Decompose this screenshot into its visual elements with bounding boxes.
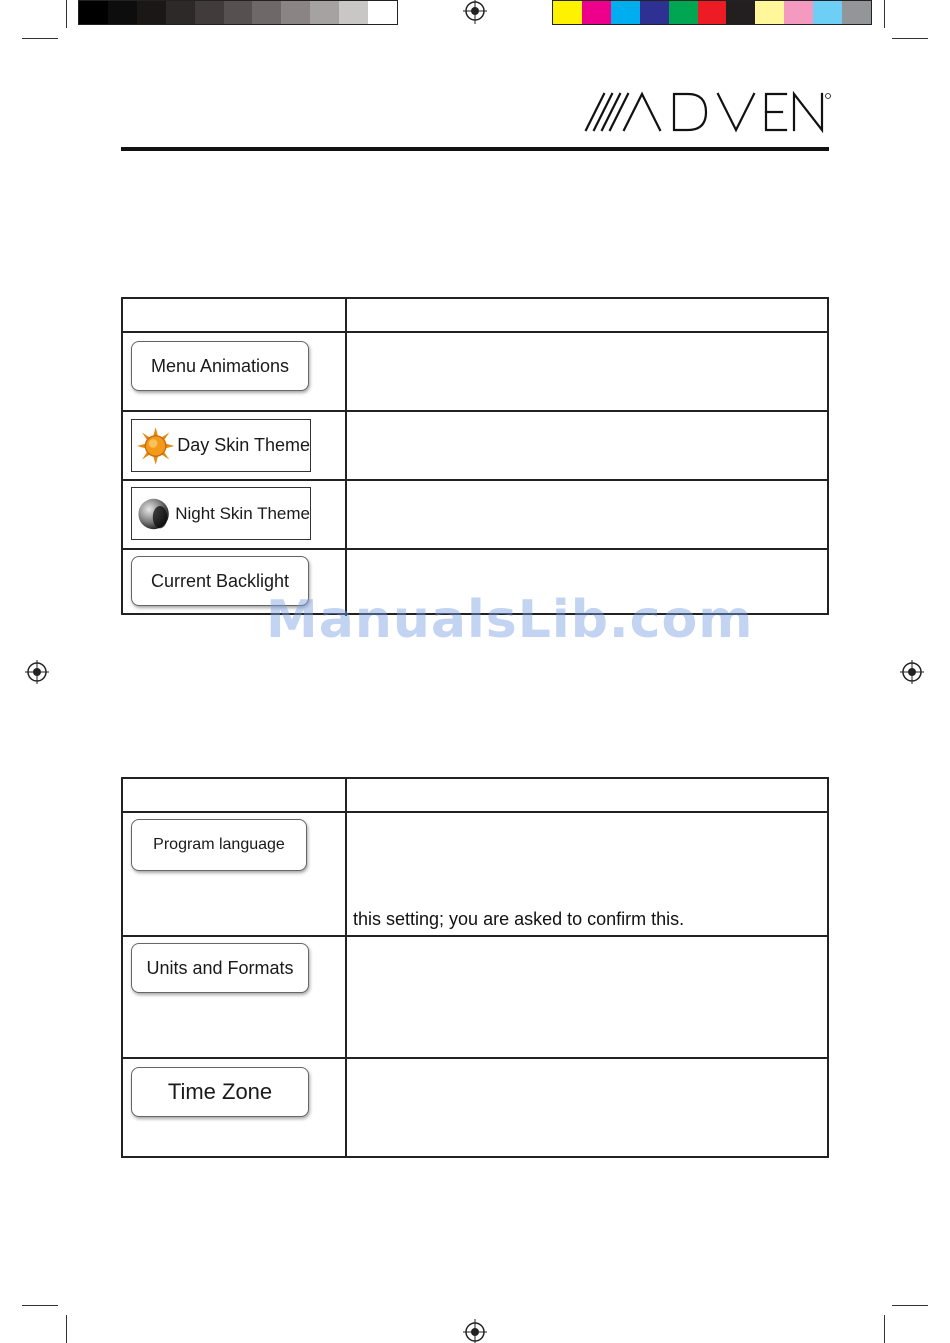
grayscale-swatch (281, 1, 310, 24)
row-description: this setting; you are asked to confirm this. (353, 909, 685, 929)
table-header-row (123, 299, 827, 331)
process-color-bar (552, 0, 872, 25)
units-and-formats-button[interactable] (131, 943, 309, 993)
sun-icon (136, 423, 175, 469)
crop-mark (66, 1315, 67, 1343)
crop-mark (66, 0, 67, 28)
table-row (123, 479, 827, 548)
registration-mark-icon (463, 1319, 487, 1343)
grayscale-swatch (79, 1, 108, 24)
process-color-swatch (784, 1, 813, 24)
table-row (123, 331, 827, 410)
process-color-swatch (813, 1, 842, 24)
regional-settings-table (121, 777, 829, 1158)
day-skin-theme-button[interactable] (131, 419, 311, 472)
moon-icon (136, 492, 171, 536)
table-row (123, 935, 827, 1057)
crop-mark (22, 38, 58, 39)
grayscale-color-bar (78, 0, 398, 25)
night-skin-theme-button[interactable] (131, 487, 311, 540)
program-language-button[interactable] (131, 819, 307, 871)
time-zone-button[interactable] (131, 1067, 309, 1117)
menu-animations-button[interactable] (131, 341, 309, 391)
button-label: Units and Formats (146, 957, 294, 978)
grayscale-swatch (166, 1, 195, 24)
table-row (123, 1057, 827, 1156)
watermark: ManualsLib.com (266, 590, 754, 650)
registration-mark-icon (463, 0, 487, 24)
process-color-swatch (640, 1, 669, 24)
grayscale-swatch (252, 1, 281, 24)
table-header-row (123, 779, 827, 811)
process-color-swatch (842, 1, 871, 24)
process-color-swatch (726, 1, 755, 24)
grayscale-swatch (224, 1, 253, 24)
grayscale-swatch (368, 1, 397, 24)
grayscale-swatch (195, 1, 224, 24)
process-color-swatch (698, 1, 727, 24)
registration-mark-icon (900, 660, 924, 684)
header-rule (121, 147, 829, 151)
crop-mark (892, 38, 928, 39)
display-settings-table (121, 297, 829, 615)
button-label: Menu Animations (150, 355, 290, 376)
process-color-swatch (553, 1, 582, 24)
process-color-swatch (755, 1, 784, 24)
button-label: Day Skin Theme (177, 435, 310, 455)
grayscale-swatch (310, 1, 339, 24)
button-label: Current Backlight (150, 570, 290, 591)
process-color-swatch (582, 1, 611, 24)
crop-mark (892, 1305, 928, 1306)
button-label: Time Zone (167, 1079, 273, 1104)
grayscale-swatch (339, 1, 368, 24)
crop-mark (884, 0, 885, 28)
table-row (123, 410, 827, 479)
button-label: Program language (153, 836, 285, 853)
crop-mark (884, 1315, 885, 1343)
grayscale-swatch (137, 1, 166, 24)
advent-logo (584, 90, 832, 135)
grayscale-swatch (108, 1, 137, 24)
process-color-swatch (669, 1, 698, 24)
registration-mark-icon (25, 660, 49, 684)
crop-mark (22, 1305, 58, 1306)
button-label: Night Skin Theme (175, 503, 310, 523)
process-color-swatch (611, 1, 640, 24)
table-row (123, 811, 827, 935)
